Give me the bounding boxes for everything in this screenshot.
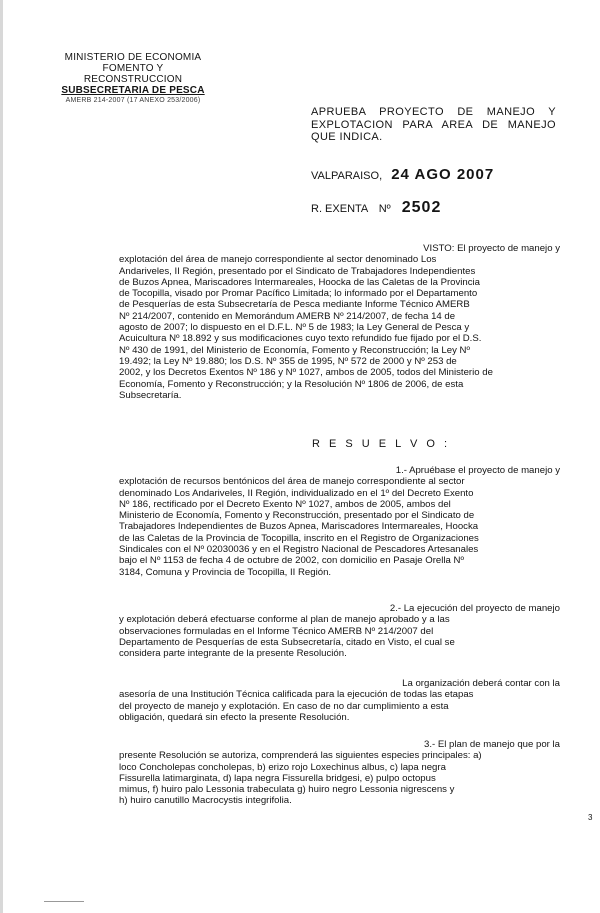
paragraph-line: 3.- El plan de manejo que por la: [424, 739, 560, 750]
resolution-value: 2502: [401, 199, 442, 216]
margin-mark: 3: [588, 813, 593, 822]
paragraph-line: 2002, y los Decretos Exentos Nº 186 y Nº 1027, ambos de 2005, todos del Ministerio de: [119, 367, 493, 379]
paragraph-line: Ministerio de Economía, Fomento y Reconstrucción, presentado por el Sindicato de: [119, 510, 475, 522]
ministry-line-2: FOMENTO Y RECONSTRUCCION: [83, 63, 183, 85]
paragraph-line: Nº 186, rectificado por el Decreto Exento Nº 1027, ambos de 2005, ambos del: [119, 498, 451, 510]
place-date: [311, 166, 571, 183]
paragraph-line: mimus, f) huiro palo Lessonia trabeculata g) huiro negro Lessonia nigrescens y: [119, 784, 455, 796]
paragraph-line: 1.- Apruébase el proyecto de manejo y: [395, 465, 560, 476]
paragraph-line: Nº 214/2007, contenido en Memorándum AMERB Nº 214/2007, de fecha 14 de: [119, 310, 456, 322]
paragraph-line: Sindicales con el Nº 02030036 y en el Registro Nacional de Pescadores Artesanales: [119, 544, 479, 556]
paragraph-line: Economía, Fomento y Reconstrucción; y la Resolución Nº 1806 de 2006, de esta: [119, 378, 464, 390]
number-prefix: Nº: [378, 203, 391, 215]
paragraph-line: asesoría de una Institución Técnica calificada para la ejecución de todas las etapas: [119, 689, 474, 701]
paragraph-line: La organización deberá contar con la: [402, 678, 560, 689]
article-2: [119, 603, 560, 659]
paragraph-line: de Tocopilla, visado por Promar Pacífico Limitada; lo informado por el Departamento: [119, 288, 478, 300]
date-stamp: 24 AGO 2007: [391, 166, 495, 183]
footer-rule: [44, 901, 84, 902]
paragraph-line: Subsecretaría.: [119, 389, 182, 401]
paragraph-line: VISTO: El proyecto de manejo y: [423, 243, 560, 254]
reference-line: AMERB 214-2007 (17 ANEXO 253/2006): [65, 97, 201, 104]
article-1: [119, 465, 560, 578]
paragraph-line: Andariveles, II Región, presentado por el Sindicato de Trabajadores Independientes: [119, 265, 476, 277]
paragraph-line: 19.492; la Ley Nº 19.880; los D.S. Nº 355 de 1995, Nº 572 de 2000 y Nº 253 de: [119, 355, 457, 367]
paragraph-line: presente Resolución se autoriza, comprenderá las siguientes especies principales: a): [119, 750, 482, 762]
paragraph-line: considera parte integrante de la presente Resolución.: [119, 648, 347, 660]
paragraph-line: agosto de 2007; lo dispuesto en el D.F.L. Nº 5 de 1983; la Ley General de Pesca y: [119, 322, 470, 334]
paragraph-line: obligación, quedará sin efecto la presente Resolución.: [119, 711, 350, 723]
subsecretaria-line: SUBSECRETARIA DE PESCA: [61, 85, 205, 96]
paragraph-line: 2.- La ejecución del proyecto de manejo: [389, 603, 560, 614]
paragraph-line: del proyecto de manejo y explotación. En caso de no dar cumplimiento a esta: [119, 700, 449, 712]
article-2-continuation: [119, 678, 560, 723]
scan-edge: [0, 0, 3, 913]
paragraph-line: explotación de recursos bentónicos del área de manejo correspondiente al sector: [119, 476, 465, 488]
paragraph-line: de las Caletas de la Provincia de Tocopilla, inscrito en el Registro de Organizaciones: [119, 532, 479, 544]
paragraph-line: Trabajadores Independientes de Buzos Apnea, Mariscadores Intermareales, Hoocka: [119, 521, 479, 533]
paragraph-line: h) huiro canutillo Macrocystis integrifolia.: [119, 795, 292, 807]
article-3: [119, 739, 560, 807]
ministry-line-1: MINISTERIO DE ECONOMIA: [64, 52, 202, 63]
paragraph-line: Nº 430 de 1991, del Ministerio de Economía, Fomento y Reconstrucción; la Ley Nº: [119, 344, 470, 356]
paragraph-line: explotación del área de manejo correspondiente al sector denominado Los: [119, 254, 437, 266]
resolution-number: [311, 199, 511, 217]
paragraph-line: y explotación deberá efectuarse conforme al plan de manejo aprobado y a las: [119, 614, 450, 626]
paragraph-line: bajo el Nº 1153 de fecha 4 de octubre de 2002, con domicilio en Pasaje Orella Nº: [119, 555, 464, 567]
paragraph-line: observaciones formuladas en el Informe Técnico AMERB Nº 214/2007 del: [119, 625, 434, 637]
paragraph-line: denominado Los Andariveles, II Región, individualizado en el 1º del Decreto Exento: [119, 487, 474, 499]
letterhead: [58, 52, 208, 105]
resuelvo-heading: R E S U E L V O :: [312, 438, 451, 450]
paragraph-line: 3184, Comuna y Provincia de Tocopilla, II Región.: [119, 566, 332, 578]
paragraph-line: de Buzos Apnea, Mariscadores Intermareales, Hoocka de las Caletas de la Provincia: [119, 276, 481, 288]
visto-paragraph: [119, 243, 560, 401]
subject-text: APRUEBA PROYECTO DE MANEJO Y EXPLOTACION PARA AREA DE MANEJO QUE INDICA.: [311, 106, 556, 143]
paragraph-line: loco Concholepas concholepas, b) erizo rojo Loxechinus albus, c) lapa negra: [119, 761, 446, 773]
paragraph-line: Acuicultura Nº 18.892 y sus modificaciones cuyo texto refundido fue fijado por el D.S.: [119, 333, 482, 345]
paragraph-line: Departamento de Pesquerías de esta Subsecretaría, citado en Visto, el cual se: [119, 636, 455, 648]
resolution-label: R. EXENTA: [311, 203, 368, 215]
city: VALPARAISO,: [311, 170, 383, 182]
paragraph-line: Fissurella latimarginata, d) lapa negra Fissurella bridgesi, e) pulpo octopus: [119, 772, 436, 784]
paragraph-line: de Pesquerías de esta Subsecretaría de Pesca mediante Informe Técnico AMERB: [119, 299, 470, 311]
